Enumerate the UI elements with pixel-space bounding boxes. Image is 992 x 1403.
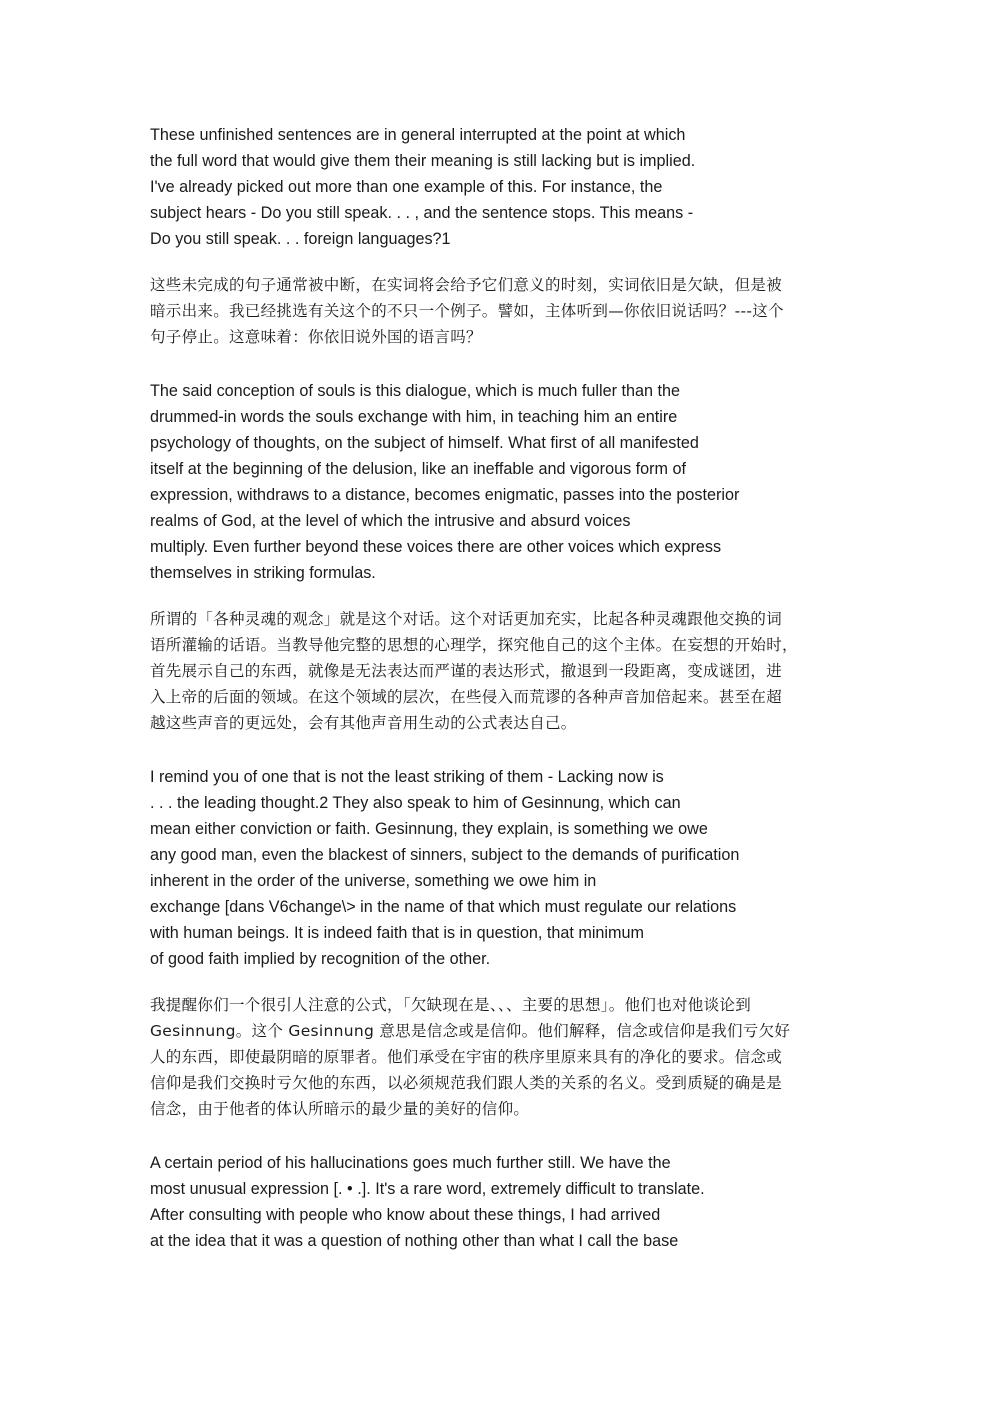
paragraph-en-4: [150, 1150, 850, 1254]
text-line: mean either conviction or faith. Gesinnung, they explain, is something we owe: [150, 820, 708, 838]
text-line: realms of God, at the level of which the intrusive and absurd voices: [150, 512, 631, 530]
text-line: with human beings. It is indeed faith that is in question, that minimum: [150, 924, 644, 942]
text-line: These unfinished sentences are in general interrupted at the point at which: [150, 126, 686, 144]
text-line: 信仰是我们交换时亏欠他的东西，以必须规范我们跟人类的关系的名义。受到质疑的确是是: [150, 1074, 783, 1092]
text-line: 这些未完成的句子通常被中断，在实词将会给予它们意义的时刻，实词依旧是欠缺，但是被: [150, 276, 783, 294]
text-line: of good faith implied by recognition of the other.: [150, 950, 491, 968]
text-line: themselves in striking formulas.: [150, 564, 376, 582]
text-line: most unusual expression [. • .]. It's a rare word, extremely difficult to translate.: [150, 1180, 705, 1198]
paragraph-en-2: [150, 378, 850, 586]
text-line: 句子停止。这意味着：你依旧说外国的语言吗？: [150, 328, 482, 346]
document-page: [150, 122, 850, 1254]
text-line: drummed-in words the souls exchange with him, in teaching him an entire: [150, 408, 678, 426]
text-line: 我提醒你们一个很引人注意的公式，「欠缺现在是、、、主要的思想」。他们也对他谈论到: [150, 996, 752, 1014]
text-line: 人的东西，即使最阴暗的原罪者。他们承受在宇宙的秩序里原来具有的净化的要求。信念或: [150, 1048, 783, 1066]
text-line: I remind you of one that is not the least striking of them - Lacking now is: [150, 768, 664, 786]
paragraph-en-3: [150, 764, 850, 972]
text-line: psychology of thoughts, on the subject of himself. What first of all manifested: [150, 434, 699, 452]
paragraph-zh-2: [150, 606, 850, 736]
text-line: A certain period of his hallucinations goes much further still. We have the: [150, 1154, 671, 1172]
text-line: subject hears - Do you still speak. . . , and the sentence stops. This means -: [150, 204, 694, 222]
text-line: the full word that would give them their meaning is still lacking but is implied.: [150, 152, 696, 170]
paragraph-zh-3: [150, 992, 850, 1122]
text-line: multiply. Even further beyond these voices there are other voices which express: [150, 538, 722, 556]
text-line: 所谓的「各种灵魂的观念」就是这个对话。这个对话更加充实，比起各种灵魂跟他交换的词: [150, 610, 783, 628]
text-line: I've already picked out more than one example of this. For instance, the: [150, 178, 663, 196]
text-line: 暗示出来。我已经挑选有关这个的不只一个例子。譬如，主体听到—你依旧说话吗？---这个: [150, 302, 784, 320]
text-line: itself at the beginning of the delusion, like an ineffable and vigorous form of: [150, 460, 687, 478]
paragraph-zh-1: [150, 272, 850, 350]
text-line: After consulting with people who know about these things, I had arrived: [150, 1206, 661, 1224]
text-line: 入上帝的后面的领域。在这个领域的层次，在些侵入而荒谬的各种声音加倍起来。甚至在超: [150, 688, 783, 706]
text-line: 信念，由于他者的体认所暗示的最少量的美好的信仰。: [150, 1100, 530, 1118]
text-line: The said conception of souls is this dialogue, which is much fuller than the: [150, 382, 680, 400]
text-line: Do you still speak. . . foreign languages?1: [150, 230, 451, 248]
text-line: 首先展示自己的东西，就像是无法表达而严谨的表达形式，撤退到一段距离，变成谜团，进: [150, 662, 783, 680]
text-line: 语所灌输的话语。当教导他完整的思想的心理学，探究他自己的这个主体。在妄想的开始时，: [150, 636, 798, 654]
text-line: expression, withdraws to a distance, becomes enigmatic, passes into the posterior: [150, 486, 740, 504]
text-line: inherent in the order of the universe, something we owe him in: [150, 872, 597, 890]
text-line: Gesinnung。这个 Gesinnung 意思是信念或是信仰。他们解释，信念或信仰是我们亏欠好: [150, 1022, 791, 1040]
paragraph-en-1: [150, 122, 850, 252]
text-line: any good man, even the blackest of sinners, subject to the demands of purification: [150, 846, 740, 864]
text-line: . . . the leading thought.2 They also speak to him of Gesinnung, which can: [150, 794, 681, 812]
text-line: 越这些声音的更远处，会有其他声音用生动的公式表达自己。: [150, 714, 577, 732]
text-line: at the idea that it was a question of nothing other than what I call the base: [150, 1232, 679, 1250]
text-line: exchange [dans V6change\> in the name of that which must regulate our relations: [150, 898, 737, 916]
